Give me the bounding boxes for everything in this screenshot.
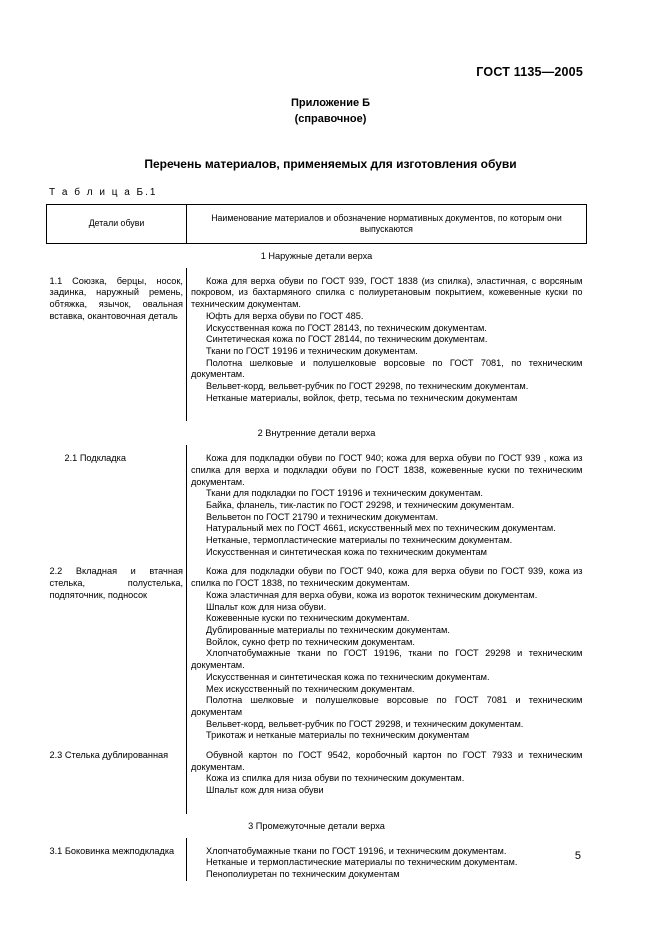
- part-cell: [47, 558, 187, 742]
- table-row: [47, 558, 587, 742]
- part-name: 2.3 Стелька дублированная: [49, 750, 169, 761]
- part-name: 2.2 Вкладная и втачная стелька, полустелька, подпяточник, подносок: [49, 566, 183, 600]
- part-cell: [47, 838, 187, 881]
- row-spacer: [47, 404, 587, 421]
- material-item: Кожа эластичная для верха обуви, кожа из вороток техническим документам.: [206, 589, 538, 600]
- material-item: Трикотаж и нетканые материалы по техническим документам: [206, 730, 470, 741]
- part-cell: [47, 742, 187, 797]
- material-item: Синтетическая кожа по ГОСТ 28144, по техническим документам.: [206, 334, 488, 345]
- materials-cell: [187, 558, 587, 742]
- material-item: Нетканые и термопластические материалы по техническим документам.: [206, 857, 518, 868]
- material-item: Байка, фланель, тик-ластик по ГОСТ 29298, и техническим документам.: [206, 499, 515, 510]
- section-title: 3 Промежуточные детали верха: [248, 820, 385, 831]
- material-item: Хлопчатобумажные ткани по ГОСТ 19196, и техническим документам.: [206, 845, 507, 856]
- part-name: 2.1 Подкладка: [64, 453, 126, 464]
- part-cell: [47, 445, 187, 558]
- materials-cell: [187, 838, 587, 881]
- spacer-cell: [187, 404, 587, 421]
- material-item: Ткани по ГОСТ 19196 и техническим документам.: [206, 345, 418, 356]
- table-row: [47, 742, 587, 797]
- materials-cell: [187, 742, 587, 797]
- section-row: [47, 814, 587, 838]
- material-item: Вельвет-корд, вельвет-рубчик по ГОСТ 29298, и техническим документам.: [206, 718, 524, 729]
- part-cell: [47, 268, 187, 405]
- material-item: Нетканые, термопластические материалы по техническим документам.: [206, 535, 513, 546]
- material-item: Искусственная кожа по ГОСТ 28143, по техническим документам.: [206, 322, 487, 333]
- material-item: Обувной картон по ГОСТ 9542, коробочный картон по ГОСТ 7933 и техническим документам.: [191, 750, 583, 772]
- material-item: Вельветон по ГОСТ 21790 и техническим документам.: [206, 511, 439, 522]
- table-body: [47, 244, 587, 881]
- material-item: Войлок, сукно фетр по техническим документам.: [206, 636, 415, 647]
- material-item: Мех искусственный по техническим документам.: [206, 683, 415, 694]
- material-item: Шпальт кож для низа обуви.: [206, 601, 327, 612]
- page-number: 5: [574, 850, 581, 862]
- part-name: 3.1 Боковинка межподкладка: [49, 845, 175, 856]
- section-title: 1 Наружные детали верха: [47, 244, 587, 268]
- materials-cell: [187, 268, 587, 405]
- table-row: [47, 268, 587, 405]
- material-item: Шпальт кож для низа обуви: [206, 785, 324, 796]
- materials-cell: [187, 445, 587, 558]
- material-item: Ткани для подкладки по ГОСТ 19196 и техническим документам.: [206, 488, 483, 499]
- material-item: Кожа из спилка для низа обуви по техническим документам.: [206, 773, 465, 784]
- spacer-cell: [47, 404, 187, 421]
- appendix-title: Приложение Б: [290, 97, 371, 109]
- material-item: Пенополиуретан по техническим документам: [206, 868, 400, 879]
- material-item: Натуральный мех по ГОСТ 4661, искусственный мех по техническим документам.: [206, 523, 556, 534]
- material-item: Дублированные материалы по техническим документам.: [206, 624, 450, 635]
- material-item: Вельвет-корд, вельвет-рубчик по ГОСТ 29298, по техническим документам.: [206, 381, 529, 392]
- material-item: Искусственная и синтетическая кожа по техническим документам.: [206, 671, 490, 682]
- material-item: Кожа для подкладки обуви по ГОСТ 940, кожа для верха обуви по ГОСТ 939, кожа из спилка по ГОСТ 1838, по техническим документам.: [191, 566, 583, 589]
- spacer-cell: [187, 797, 587, 814]
- table-row: [47, 445, 587, 558]
- material-item: Юфть для верха обуви по ГОСТ 485.: [206, 310, 364, 321]
- appendix-heading: [0, 95, 661, 127]
- page-title: Перечень материалов, применяемых для изготовления обуви: [144, 157, 517, 171]
- material-item: Кожа для подкладки обуви по ГОСТ 940; кожа для верха обуви по ГОСТ 939 , кожа из спилка для верха и подкладки обуви по ГОСТ 1838, кожевенные куски по техническим документам.: [191, 453, 583, 487]
- table-label: Т а б л и ц а Б.1: [49, 187, 158, 198]
- table-row: [47, 838, 587, 881]
- section-row: [47, 244, 587, 268]
- section-row: [47, 421, 587, 445]
- appendix-subtitle: (справочное): [294, 113, 367, 125]
- column-header-materials: Наименование материалов и обозначение нормативных документов, по которым они выпускаются: [187, 205, 587, 244]
- spacer-cell: [47, 797, 187, 814]
- row-spacer: [47, 797, 587, 814]
- material-item: Полотна шелковые и полушелковые ворсовые по ГОСТ 7081 и техническим документам: [191, 695, 583, 717]
- material-item: Кожевенные куски по техническим документам.: [206, 613, 410, 624]
- column-header-parts: Детали обуви: [47, 205, 187, 244]
- material-item: Искусственная и синтетическая кожа по техническим документам: [206, 546, 487, 557]
- table-header-row: [47, 205, 587, 244]
- section-title: 2 Внутренние детали верха: [257, 428, 376, 439]
- material-item: Хлопчатобумажные ткани по ГОСТ 19196, ткани по ГОСТ 29298 и техническим документам.: [191, 648, 583, 671]
- materials-table: [46, 204, 587, 881]
- material-item: Полотна шелковые и полушелковые ворсовые по ГОСТ 7081, по техническим документам.: [191, 357, 583, 380]
- material-item: Нетканые материалы, войлок, фетр, тесьма по техническим документам: [206, 392, 518, 403]
- part-name: 1.1 Союзка, берцы, носок, задинка, наружный ремень, обтяжка, язычок, овальная вставка, окантовочная деталь: [49, 275, 183, 321]
- material-item: Кожа для верха обуви по ГОСТ 939, ГОСТ 1838 (из спилка), эластичная, с ворсяным покровом, из бахтармяного спилка с полиуретановым покрытием, кожевенные куски по техническим документам.: [191, 275, 583, 310]
- document-code: ГОСТ 1135—2005: [476, 65, 583, 79]
